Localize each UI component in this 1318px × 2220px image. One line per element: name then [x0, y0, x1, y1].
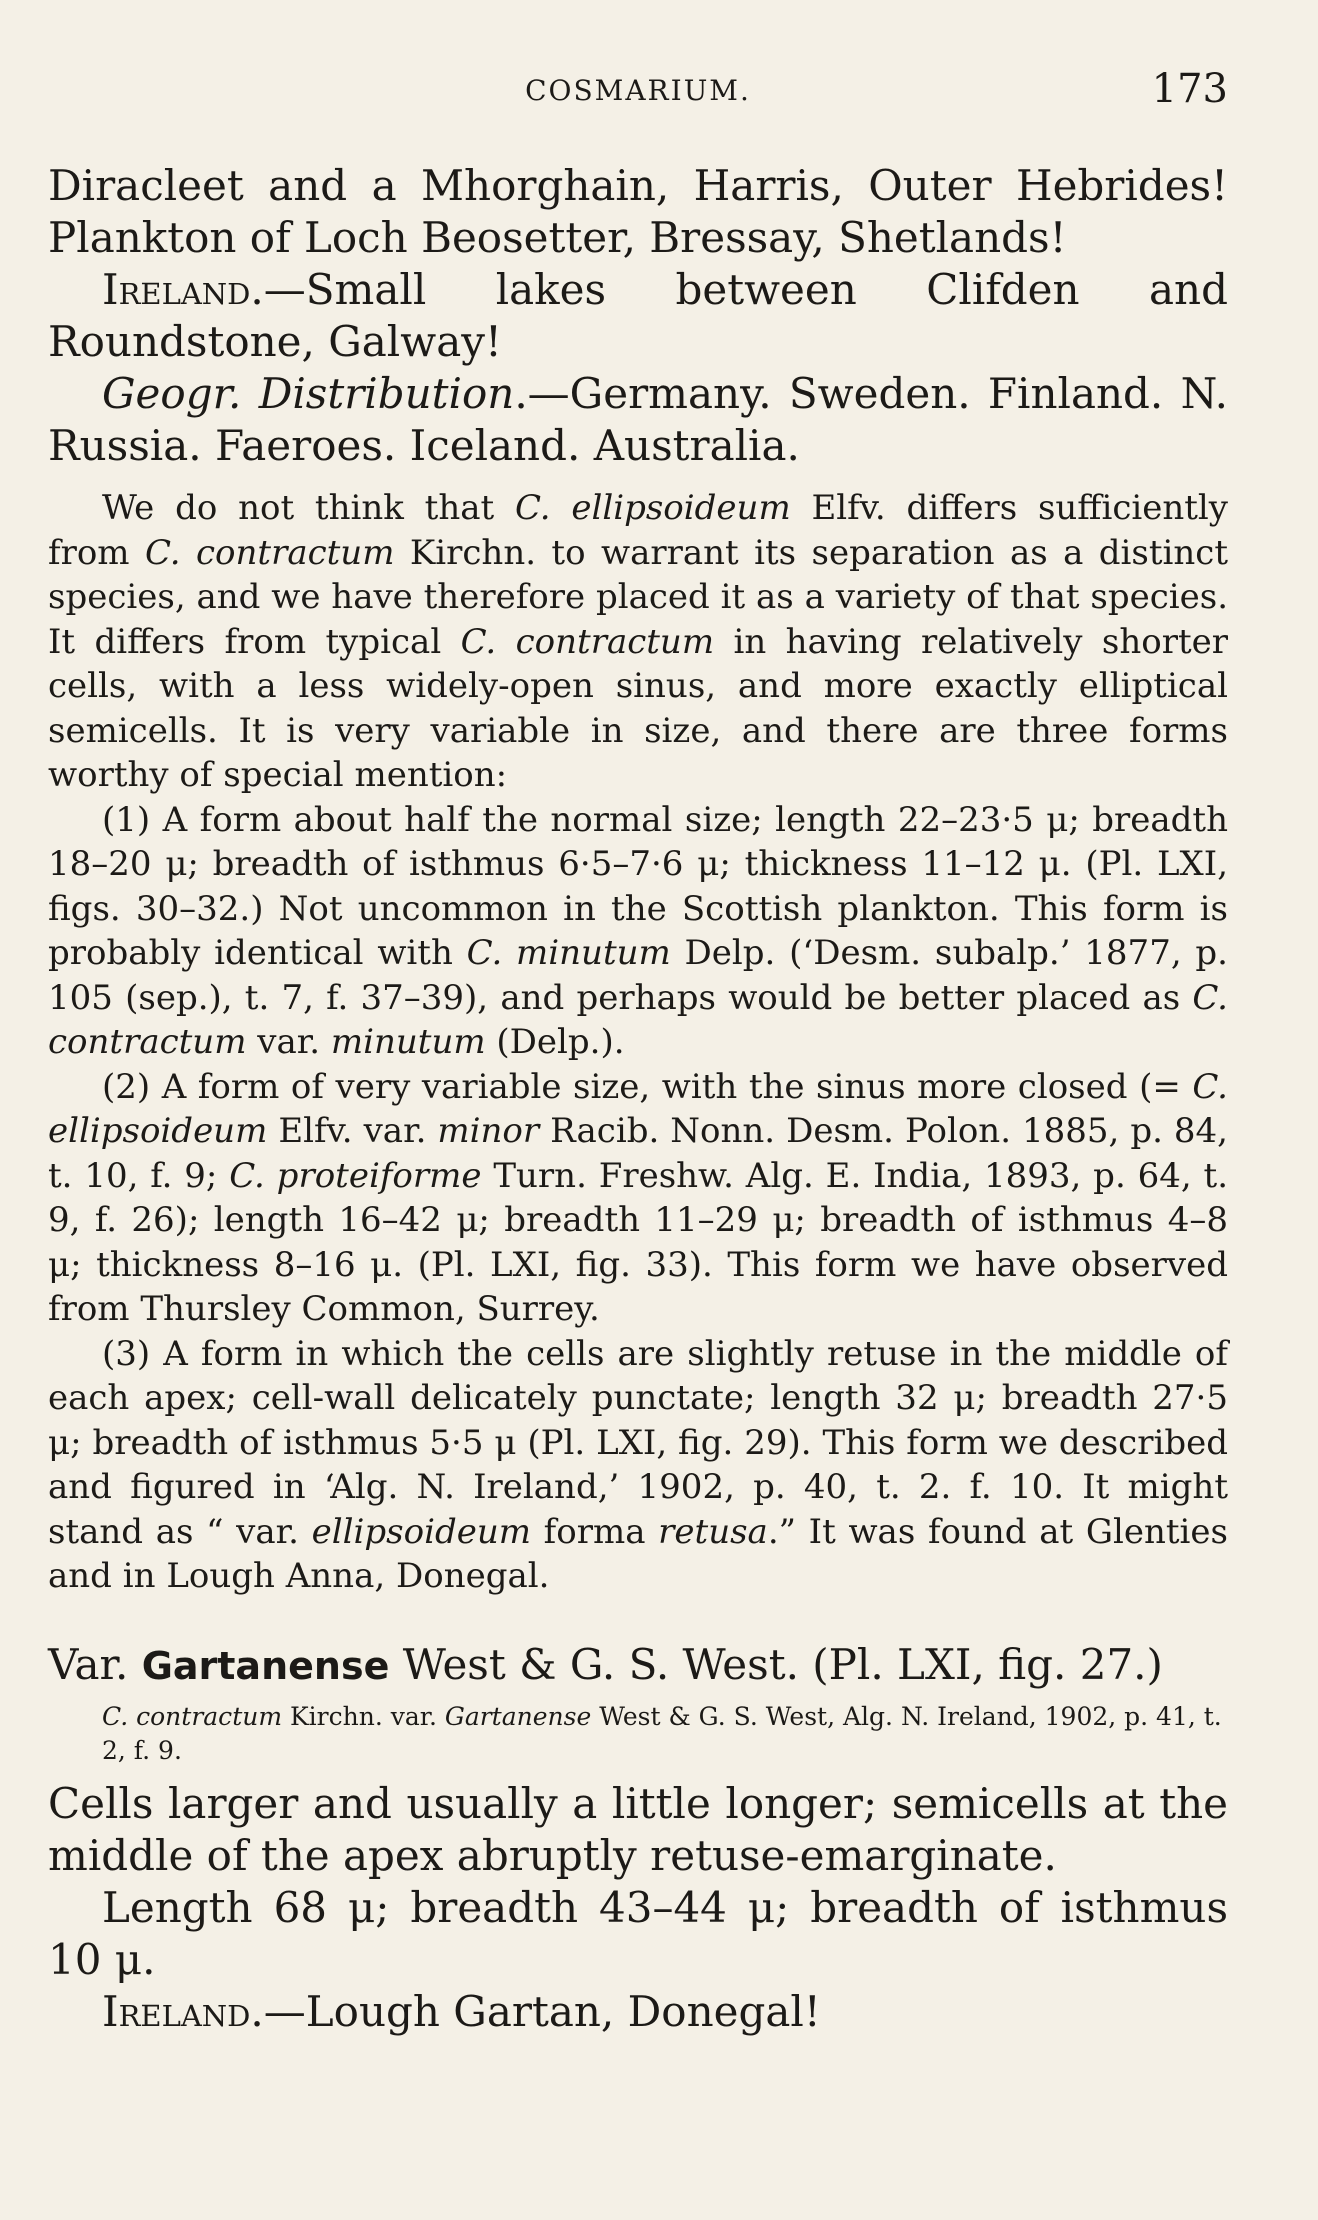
- variety-ireland: [48, 1986, 1228, 2038]
- variety-dimensions: Length 68 μ; breadth 43–44 μ; breadth of isthmus 10 μ.: [48, 1882, 1228, 1984]
- distribution-text: .—Germany. Sweden. Finland. N. Russia. Faeroes. Iceland. Australia.: [48, 369, 1228, 470]
- spacer: [48, 1768, 1228, 1778]
- synonymy: [48, 1700, 1228, 1768]
- taxon-name: retusa: [658, 1511, 768, 1552]
- text-run: Kirchn. var.: [282, 1701, 445, 1731]
- variety-heading: [48, 1639, 1228, 1692]
- ireland-text: .—Small lakes between Clifden and Roundstone, Galway!: [48, 265, 1228, 366]
- text-run: Racib. Nonn. Desm. Polon. 1885, p. 84, t. 10, f. 9;: [48, 1111, 1228, 1196]
- variety-authority: West & G. S. West. (Pl. LXI, fig. 27.): [389, 1639, 1163, 1689]
- taxon-name: C. proteiforme: [229, 1155, 482, 1196]
- discussion-intro: [48, 486, 1228, 798]
- text-run: (1) A form about half the normal size; length 22–23·5 μ; breadth 18–20 μ; breadth of isthmus 6·5–7·6 μ; thickness 11–12 μ. (Pl. LXI, figs. 30–32.) Not uncommon in the Scottish plankton. This form is probably identical with: [48, 799, 1228, 973]
- page-body: [48, 160, 1228, 2038]
- running-head: COSMARIUM.: [525, 74, 751, 107]
- taxon-name: C. ellipsoideum: [48, 1066, 1228, 1151]
- variety-name: Gartanense: [141, 1643, 390, 1688]
- page-number: 173: [1151, 66, 1228, 112]
- text-run: in having relatively shorter cells, with a less widely-open sinus, and more exactly elliptical semicells. It is very variable in size, and there are three forms worthy of special mention:: [48, 621, 1228, 795]
- text-run: (3) A form in which the cells are slightly retuse in the middle of each apex; cell-wall delicately punctate; length 32 μ; breadth 27·5 μ; breadth of isthmus 5·5 μ (Pl. LXI, fig. 29). This form we described and figured in ‘Alg. N. Ireland,’ 1902, p. 40, t. 2. f. 10. It might stand as “ var.: [48, 1333, 1228, 1552]
- taxon-name: C. contractum: [144, 532, 395, 573]
- distribution-paragraph: [48, 368, 1228, 472]
- spacer: [48, 1599, 1228, 1639]
- taxon-name: C. contractum: [48, 977, 1228, 1062]
- ireland-text: .—Lough Gartan, Donegal!: [250, 1986, 821, 2036]
- text-run: Turn. Freshw. Alg. E. India, 1893, p. 64, t. 9, f. 26); length 16–42 μ; breadth 11–29 μ; breadth of isthmus 4–8 μ; thickness 8–16 μ. (Pl. LXI, fig. 33). This form we have observed from Thursley Common, Surrey.: [48, 1155, 1229, 1329]
- text-run: Kirchn. to warrant its separation as a distinct species, and we have therefore placed it as a variety of that species. It differs from typical: [48, 532, 1228, 662]
- form-1-paragraph: [48, 798, 1228, 1065]
- text-run: Elfv. differs sufficiently from: [48, 488, 1228, 573]
- locality-paragraph: Diracleet and a Mhorghain, Harris, Outer Hebrides! Plankton of Loch Beosetter, Bressay, Shetlands!: [48, 161, 1228, 262]
- text-run: Delp. (‘Desm. subalp.’ 1877, p. 105 (sep.), t. 7, f. 37–39), and perhaps would be better placed as: [48, 933, 1228, 1018]
- form-3-paragraph: [48, 1332, 1228, 1599]
- text-run: Elfv. var.: [267, 1111, 438, 1151]
- taxon-name: C. contractum: [102, 1701, 283, 1731]
- text-run: West & G. S. West, Alg. N. Ireland, 1902, p. 41, t. 2, f. 9.: [102, 1701, 1222, 1765]
- taxon-name: C. contractum: [460, 621, 715, 662]
- ireland-label: Ireland: [102, 1986, 251, 2036]
- spacer: [48, 472, 1228, 486]
- ireland-paragraph: [48, 264, 1228, 368]
- taxon-name: C. minutum: [466, 933, 671, 973]
- taxon-name: Gartanense: [444, 1701, 592, 1731]
- text-run: (Delp.).: [485, 1022, 625, 1062]
- page-header: [48, 64, 1228, 114]
- text-run: We do not think that: [102, 488, 515, 528]
- variety-description: Cells larger and usually a little longer; semicells at the middle of the apex abruptly retuse-emarginate.: [48, 1778, 1228, 1880]
- taxon-name: C. ellipsoideum: [514, 488, 791, 528]
- taxon-name: ellipsoideum: [311, 1511, 531, 1552]
- ireland-label: Ireland: [102, 265, 251, 314]
- spacer: [48, 1692, 1228, 1700]
- text-run: (2) A form of very variable size, with the sinus more closed (=: [102, 1066, 1193, 1107]
- taxon-name: minor: [437, 1111, 540, 1151]
- taxon-name: minutum: [330, 1022, 486, 1062]
- text-run: .” It was found at Glenties and in Lough Anna, Donegal.: [48, 1511, 1228, 1596]
- form-2-paragraph: [48, 1065, 1228, 1332]
- text-run: forma: [530, 1511, 659, 1552]
- distribution-label: Geogr. Distribution: [102, 369, 515, 418]
- text-run: var.: [246, 1022, 331, 1062]
- variety-prefix: Var.: [48, 1639, 142, 1689]
